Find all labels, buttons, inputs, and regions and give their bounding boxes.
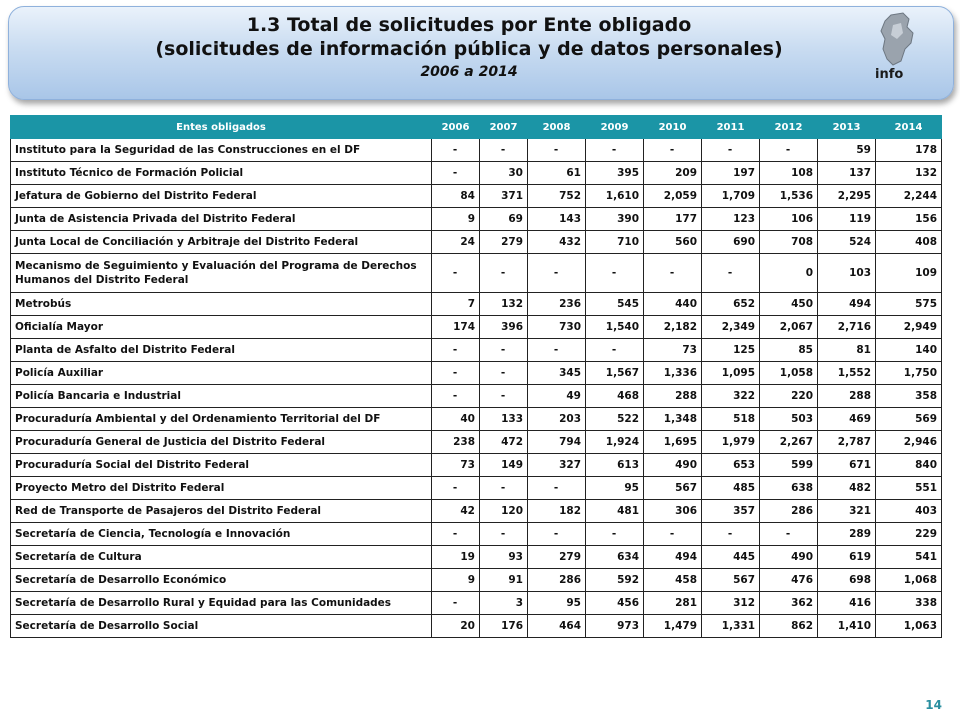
value-cell: 137 bbox=[818, 162, 876, 185]
value-cell: - bbox=[760, 139, 818, 162]
value-cell: 220 bbox=[760, 385, 818, 408]
value-cell: 390 bbox=[586, 208, 644, 231]
value-cell: 73 bbox=[432, 454, 480, 477]
table-row bbox=[11, 500, 942, 523]
entity-name-cell: Junta de Asistencia Privada del Distrito Federal bbox=[11, 208, 432, 231]
table-row bbox=[11, 185, 942, 208]
table-row bbox=[11, 569, 942, 592]
value-cell: 286 bbox=[760, 500, 818, 523]
value-cell: 357 bbox=[702, 500, 760, 523]
value-cell: 19 bbox=[432, 546, 480, 569]
value-cell: 178 bbox=[876, 139, 942, 162]
value-cell: - bbox=[432, 254, 480, 293]
value-cell: - bbox=[528, 254, 586, 293]
value-cell: - bbox=[480, 477, 528, 500]
value-cell: - bbox=[432, 162, 480, 185]
table-header-row bbox=[11, 116, 942, 139]
value-cell: 69 bbox=[480, 208, 528, 231]
value-cell: 156 bbox=[876, 208, 942, 231]
value-cell: - bbox=[480, 339, 528, 362]
value-cell: 1,336 bbox=[644, 362, 702, 385]
value-cell: 730 bbox=[528, 316, 586, 339]
table-row bbox=[11, 615, 942, 638]
value-cell: 634 bbox=[586, 546, 644, 569]
value-cell: 279 bbox=[480, 231, 528, 254]
value-cell: 1,695 bbox=[644, 431, 702, 454]
value-cell: 362 bbox=[760, 592, 818, 615]
page-title: 1.3 Total de solicitudes por Ente obligado bbox=[246, 14, 692, 36]
value-cell: 468 bbox=[586, 385, 644, 408]
table-row bbox=[11, 385, 942, 408]
value-cell: 698 bbox=[818, 569, 876, 592]
value-cell: 485 bbox=[702, 477, 760, 500]
value-cell: 177 bbox=[644, 208, 702, 231]
value-cell: 140 bbox=[876, 339, 942, 362]
value-cell: 794 bbox=[528, 431, 586, 454]
value-cell: 95 bbox=[528, 592, 586, 615]
table-row bbox=[11, 362, 942, 385]
value-cell: 653 bbox=[702, 454, 760, 477]
value-cell: - bbox=[644, 523, 702, 546]
value-cell: 2,349 bbox=[702, 316, 760, 339]
requests-table bbox=[10, 115, 942, 638]
value-cell: 752 bbox=[528, 185, 586, 208]
value-cell: 281 bbox=[644, 592, 702, 615]
value-cell: 42 bbox=[432, 500, 480, 523]
table-row bbox=[11, 408, 942, 431]
value-cell: 575 bbox=[876, 293, 942, 316]
value-cell: 91 bbox=[480, 569, 528, 592]
value-cell: - bbox=[586, 339, 644, 362]
value-cell: 9 bbox=[432, 208, 480, 231]
value-cell: 84 bbox=[432, 185, 480, 208]
table-row bbox=[11, 523, 942, 546]
entity-name-cell: Secretaría de Cultura bbox=[11, 546, 432, 569]
entity-name-cell: Policía Bancaria e Industrial bbox=[11, 385, 432, 408]
value-cell: 132 bbox=[876, 162, 942, 185]
page-subtitle: (solicitudes de información pública y de datos personales) bbox=[155, 38, 783, 60]
value-cell: - bbox=[480, 254, 528, 293]
value-cell: 106 bbox=[760, 208, 818, 231]
value-cell: 1,552 bbox=[818, 362, 876, 385]
value-cell: - bbox=[480, 139, 528, 162]
value-cell: 345 bbox=[528, 362, 586, 385]
value-cell: - bbox=[480, 385, 528, 408]
value-cell: - bbox=[432, 592, 480, 615]
table-row bbox=[11, 592, 942, 615]
value-cell: - bbox=[586, 523, 644, 546]
value-cell: 1,979 bbox=[702, 431, 760, 454]
value-cell: - bbox=[644, 139, 702, 162]
column-header-year: 2012 bbox=[760, 116, 818, 139]
value-cell: 1,410 bbox=[818, 615, 876, 638]
value-cell: 690 bbox=[702, 231, 760, 254]
title-block bbox=[9, 13, 929, 83]
value-cell: - bbox=[586, 139, 644, 162]
entity-name-cell: Red de Transporte de Pasajeros del Distrito Federal bbox=[11, 500, 432, 523]
value-cell: 494 bbox=[818, 293, 876, 316]
value-cell: 108 bbox=[760, 162, 818, 185]
entity-name-cell: Planta de Asfalto del Distrito Federal bbox=[11, 339, 432, 362]
entity-name-cell: Proyecto Metro del Distrito Federal bbox=[11, 477, 432, 500]
table-row bbox=[11, 431, 942, 454]
column-header-year: 2014 bbox=[876, 116, 942, 139]
value-cell: 73 bbox=[644, 339, 702, 362]
value-cell: 109 bbox=[876, 254, 942, 293]
entity-name-cell: Secretaría de Desarrollo Económico bbox=[11, 569, 432, 592]
value-cell: 289 bbox=[818, 523, 876, 546]
value-cell: - bbox=[528, 339, 586, 362]
value-cell: 321 bbox=[818, 500, 876, 523]
value-cell: 1,536 bbox=[760, 185, 818, 208]
value-cell: 503 bbox=[760, 408, 818, 431]
value-cell: 469 bbox=[818, 408, 876, 431]
value-cell: 567 bbox=[702, 569, 760, 592]
entity-name-cell: Jefatura de Gobierno del Distrito Federal bbox=[11, 185, 432, 208]
value-cell: 1,709 bbox=[702, 185, 760, 208]
value-cell: 288 bbox=[644, 385, 702, 408]
value-cell: 1,058 bbox=[760, 362, 818, 385]
table-row bbox=[11, 454, 942, 477]
value-cell: 396 bbox=[480, 316, 528, 339]
value-cell: 312 bbox=[702, 592, 760, 615]
entity-name-cell: Secretaría de Desarrollo Social bbox=[11, 615, 432, 638]
value-cell: 149 bbox=[480, 454, 528, 477]
value-cell: 481 bbox=[586, 500, 644, 523]
requests-table-container bbox=[10, 115, 941, 638]
value-cell: 2,059 bbox=[644, 185, 702, 208]
value-cell: 1,331 bbox=[702, 615, 760, 638]
value-cell: 123 bbox=[702, 208, 760, 231]
value-cell: - bbox=[432, 139, 480, 162]
value-cell: 20 bbox=[432, 615, 480, 638]
value-cell: 524 bbox=[818, 231, 876, 254]
value-cell: 143 bbox=[528, 208, 586, 231]
value-cell: 203 bbox=[528, 408, 586, 431]
table-row bbox=[11, 477, 942, 500]
infodf-logo bbox=[863, 11, 933, 95]
value-cell: 7 bbox=[432, 293, 480, 316]
value-cell: 1,068 bbox=[876, 569, 942, 592]
value-cell: 93 bbox=[480, 546, 528, 569]
entity-name-cell: Procuraduría General de Justicia del Distrito Federal bbox=[11, 431, 432, 454]
value-cell: 209 bbox=[644, 162, 702, 185]
value-cell: 395 bbox=[586, 162, 644, 185]
value-cell: 1,063 bbox=[876, 615, 942, 638]
value-cell: 2,946 bbox=[876, 431, 942, 454]
value-cell: 476 bbox=[760, 569, 818, 592]
logo-text: info bbox=[875, 67, 904, 82]
value-cell: 40 bbox=[432, 408, 480, 431]
column-header-year: 2008 bbox=[528, 116, 586, 139]
value-cell: 1,567 bbox=[586, 362, 644, 385]
entity-name-cell: Mecanismo de Seguimiento y Evaluación del Programa de Derechos Humanos del Distrito Federal bbox=[11, 254, 432, 293]
value-cell: 1,750 bbox=[876, 362, 942, 385]
value-cell: 408 bbox=[876, 231, 942, 254]
value-cell: 652 bbox=[702, 293, 760, 316]
value-cell: 85 bbox=[760, 339, 818, 362]
entity-name-cell: Policía Auxiliar bbox=[11, 362, 432, 385]
value-cell: - bbox=[432, 339, 480, 362]
entity-name-cell: Secretaría de Desarrollo Rural y Equidad para las Comunidades bbox=[11, 592, 432, 615]
value-cell: 182 bbox=[528, 500, 586, 523]
column-header-entity: Entes obligados bbox=[11, 116, 432, 139]
table-row bbox=[11, 546, 942, 569]
value-cell: 445 bbox=[702, 546, 760, 569]
value-cell: 24 bbox=[432, 231, 480, 254]
year-range: 2006 a 2014 bbox=[420, 64, 518, 80]
value-cell: 490 bbox=[644, 454, 702, 477]
table-row bbox=[11, 139, 942, 162]
value-cell: - bbox=[432, 385, 480, 408]
value-cell: 338 bbox=[876, 592, 942, 615]
value-cell: 545 bbox=[586, 293, 644, 316]
value-cell: 327 bbox=[528, 454, 586, 477]
value-cell: 1,479 bbox=[644, 615, 702, 638]
value-cell: 592 bbox=[586, 569, 644, 592]
value-cell: 95 bbox=[586, 477, 644, 500]
value-cell: 1,540 bbox=[586, 316, 644, 339]
value-cell: - bbox=[702, 139, 760, 162]
value-cell: 1,095 bbox=[702, 362, 760, 385]
value-cell: 30 bbox=[480, 162, 528, 185]
title-banner bbox=[8, 6, 954, 100]
value-cell: - bbox=[432, 477, 480, 500]
value-cell: - bbox=[432, 362, 480, 385]
value-cell: 619 bbox=[818, 546, 876, 569]
table-row bbox=[11, 231, 942, 254]
value-cell: 2,067 bbox=[760, 316, 818, 339]
value-cell: 708 bbox=[760, 231, 818, 254]
page-number: 14 bbox=[925, 698, 942, 712]
value-cell: 81 bbox=[818, 339, 876, 362]
value-cell: - bbox=[586, 254, 644, 293]
entity-name-cell: Metrobús bbox=[11, 293, 432, 316]
value-cell: 551 bbox=[876, 477, 942, 500]
value-cell: 9 bbox=[432, 569, 480, 592]
entity-name-cell: Junta Local de Conciliación y Arbitraje del Distrito Federal bbox=[11, 231, 432, 254]
value-cell: 403 bbox=[876, 500, 942, 523]
value-cell: 482 bbox=[818, 477, 876, 500]
value-cell: - bbox=[760, 523, 818, 546]
value-cell: 371 bbox=[480, 185, 528, 208]
value-cell: 279 bbox=[528, 546, 586, 569]
value-cell: 2,949 bbox=[876, 316, 942, 339]
value-cell: 358 bbox=[876, 385, 942, 408]
value-cell: - bbox=[480, 362, 528, 385]
value-cell: 541 bbox=[876, 546, 942, 569]
value-cell: 2,787 bbox=[818, 431, 876, 454]
value-cell: 567 bbox=[644, 477, 702, 500]
value-cell: 1,348 bbox=[644, 408, 702, 431]
value-cell: 229 bbox=[876, 523, 942, 546]
value-cell: 2,244 bbox=[876, 185, 942, 208]
value-cell: 120 bbox=[480, 500, 528, 523]
value-cell: 61 bbox=[528, 162, 586, 185]
value-cell: 197 bbox=[702, 162, 760, 185]
table-row bbox=[11, 162, 942, 185]
value-cell: - bbox=[528, 477, 586, 500]
value-cell: 2,182 bbox=[644, 316, 702, 339]
value-cell: 3 bbox=[480, 592, 528, 615]
value-cell: 638 bbox=[760, 477, 818, 500]
value-cell: 472 bbox=[480, 431, 528, 454]
value-cell: 840 bbox=[876, 454, 942, 477]
value-cell: - bbox=[528, 523, 586, 546]
value-cell: 613 bbox=[586, 454, 644, 477]
column-header-year: 2009 bbox=[586, 116, 644, 139]
entity-name-cell: Procuraduría Social del Distrito Federal bbox=[11, 454, 432, 477]
value-cell: 132 bbox=[480, 293, 528, 316]
entity-name-cell: Secretaría de Ciencia, Tecnología e Innovación bbox=[11, 523, 432, 546]
value-cell: 416 bbox=[818, 592, 876, 615]
table-body bbox=[11, 139, 942, 638]
value-cell: 862 bbox=[760, 615, 818, 638]
value-cell: 103 bbox=[818, 254, 876, 293]
value-cell: 176 bbox=[480, 615, 528, 638]
entity-name-cell: Procuraduría Ambiental y del Ordenamiento Territorial del DF bbox=[11, 408, 432, 431]
value-cell: 518 bbox=[702, 408, 760, 431]
value-cell: 119 bbox=[818, 208, 876, 231]
value-cell: 236 bbox=[528, 293, 586, 316]
value-cell: 569 bbox=[876, 408, 942, 431]
value-cell: 494 bbox=[644, 546, 702, 569]
value-cell: 456 bbox=[586, 592, 644, 615]
value-cell: 522 bbox=[586, 408, 644, 431]
table-row bbox=[11, 208, 942, 231]
city-map-icon bbox=[863, 11, 933, 71]
value-cell: 0 bbox=[760, 254, 818, 293]
value-cell: 710 bbox=[586, 231, 644, 254]
value-cell: 238 bbox=[432, 431, 480, 454]
value-cell: 464 bbox=[528, 615, 586, 638]
value-cell: - bbox=[480, 523, 528, 546]
value-cell: 432 bbox=[528, 231, 586, 254]
entity-name-cell: Oficialía Mayor bbox=[11, 316, 432, 339]
entity-name-cell: Instituto Técnico de Formación Policial bbox=[11, 162, 432, 185]
value-cell: 973 bbox=[586, 615, 644, 638]
value-cell: 599 bbox=[760, 454, 818, 477]
value-cell: 286 bbox=[528, 569, 586, 592]
value-cell: 440 bbox=[644, 293, 702, 316]
value-cell: 450 bbox=[760, 293, 818, 316]
value-cell: 2,295 bbox=[818, 185, 876, 208]
table-row bbox=[11, 339, 942, 362]
value-cell: 458 bbox=[644, 569, 702, 592]
column-header-year: 2011 bbox=[702, 116, 760, 139]
value-cell: 2,267 bbox=[760, 431, 818, 454]
value-cell: 2,716 bbox=[818, 316, 876, 339]
value-cell: - bbox=[432, 523, 480, 546]
table-row bbox=[11, 316, 942, 339]
entity-name-cell: Instituto para la Seguridad de las Construcciones en el DF bbox=[11, 139, 432, 162]
column-header-year: 2007 bbox=[480, 116, 528, 139]
value-cell: 133 bbox=[480, 408, 528, 431]
value-cell: 560 bbox=[644, 231, 702, 254]
value-cell: 322 bbox=[702, 385, 760, 408]
value-cell: - bbox=[702, 523, 760, 546]
value-cell: 288 bbox=[818, 385, 876, 408]
value-cell: 49 bbox=[528, 385, 586, 408]
value-cell: 306 bbox=[644, 500, 702, 523]
value-cell: 174 bbox=[432, 316, 480, 339]
value-cell: 125 bbox=[702, 339, 760, 362]
column-header-year: 2006 bbox=[432, 116, 480, 139]
column-header-year: 2013 bbox=[818, 116, 876, 139]
value-cell: 59 bbox=[818, 139, 876, 162]
value-cell: 490 bbox=[760, 546, 818, 569]
table-row bbox=[11, 254, 942, 293]
column-header-year: 2010 bbox=[644, 116, 702, 139]
value-cell: 671 bbox=[818, 454, 876, 477]
value-cell: 1,610 bbox=[586, 185, 644, 208]
table-row bbox=[11, 293, 942, 316]
value-cell: - bbox=[644, 254, 702, 293]
value-cell: - bbox=[702, 254, 760, 293]
value-cell: 1,924 bbox=[586, 431, 644, 454]
value-cell: - bbox=[528, 139, 586, 162]
